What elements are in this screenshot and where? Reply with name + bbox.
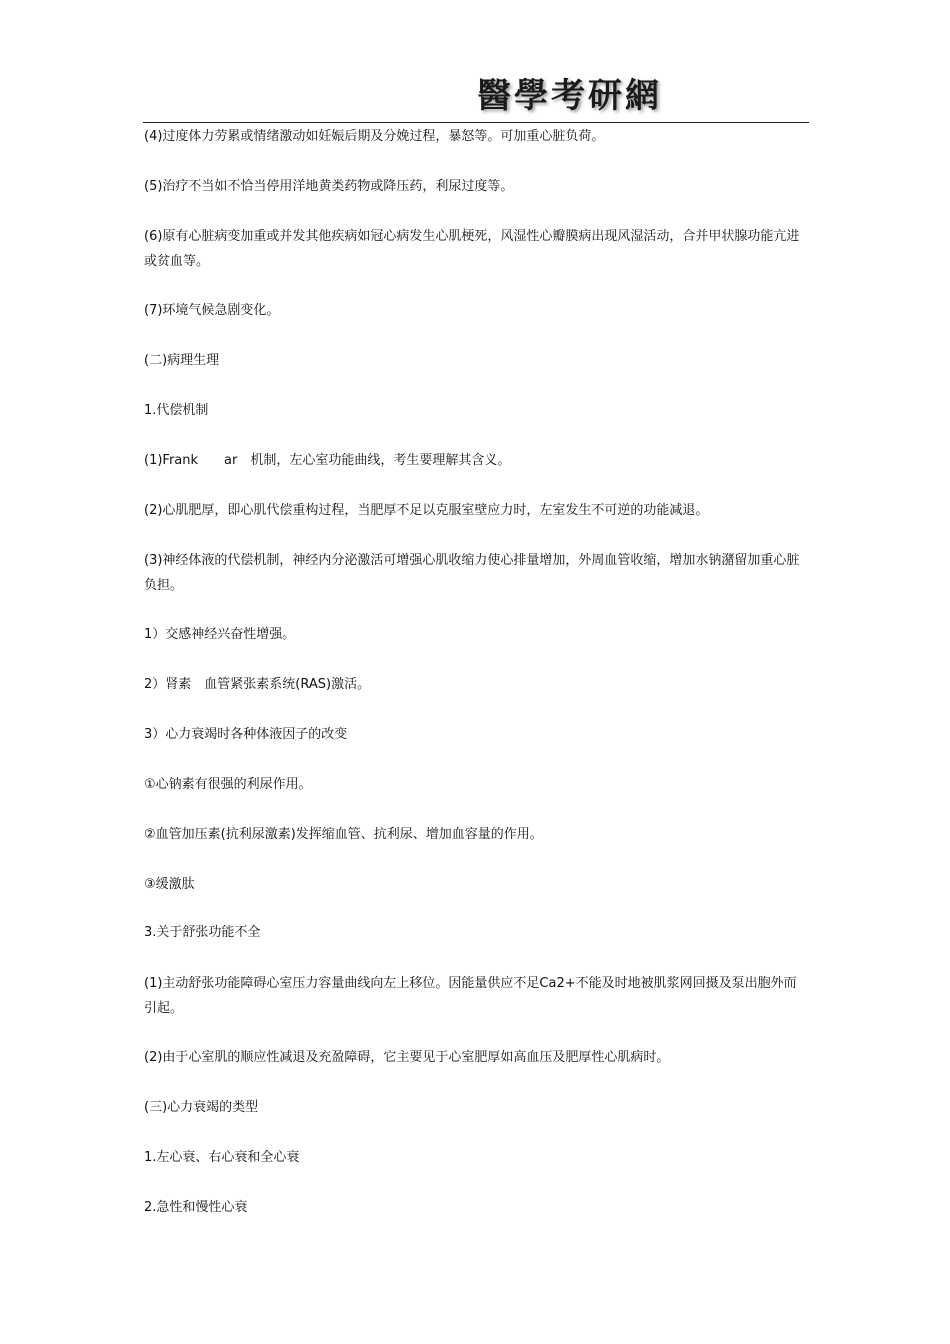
paragraph: ②血管加压素(抗利尿激素)发挥缩血管、抗利尿、增加血容量的作用。 — [144, 827, 543, 842]
paragraph: (2)心肌肥厚，即心肌代偿重构过程，当肥厚不足以克服室壁应力时，左室发生不可逆的功能减退。 — [144, 503, 709, 518]
paragraph: (3)神经体液的代偿机制，神经内分泌激活可增强心肌收缩力使心排量增加，外周血管收缩，增加水钠潴留加重心脏负担。 — [144, 553, 800, 593]
section-heading: (三)心力衰竭的类型 — [144, 1100, 259, 1115]
paragraph: (1)主动舒张功能障碍心室压力容量曲线向左上移位。因能量供应不足Ca2+不能及时地被肌浆网回摄及泵出胞外而引起。 — [144, 976, 797, 1016]
document-body — [144, 124, 808, 1220]
site-logo: 醫學考研網 — [477, 76, 662, 116]
page-header — [143, 60, 809, 123]
subsection-heading: 2.急性和慢性心衰 — [144, 1200, 248, 1215]
subsection-heading: 1.左心衰、右心衰和全心衰 — [144, 1150, 300, 1165]
subsection-heading: 1.代偿机制 — [144, 403, 209, 418]
paragraph: ①心钠素有很强的利尿作用。 — [144, 777, 312, 792]
paragraph: (7)环境气候急剧变化。 — [144, 303, 280, 318]
paragraph: 3）心力衰竭时各种体液因子的改变 — [144, 727, 348, 742]
subsection-heading: 3.关于舒张功能不全 — [144, 925, 261, 940]
paragraph: 1）交感神经兴奋性增强。 — [144, 627, 296, 642]
paragraph: ③缓激肽 — [144, 877, 195, 892]
paragraph: (1)Frank ar 机制，左心室功能曲线，考生要理解其含义。 — [144, 453, 511, 468]
paragraph: (6)原有心脏病变加重或并发其他疾病如冠心病发生心肌梗死，风湿性心瓣膜病出现风湿活动，合并甲状腺功能亢进或贫血等。 — [144, 229, 800, 269]
paragraph: (4)过度体力劳累或情绪激动如妊娠后期及分娩过程，暴怒等。可加重心脏负荷。 — [144, 129, 605, 144]
section-heading: (二)病理生理 — [144, 353, 220, 368]
paragraph: 2）肾素 血管紧张素系统(RAS)激活。 — [144, 677, 371, 692]
paragraph: (2)由于心室肌的顺应性减退及充盈障碍，它主要见于心室肥厚如高血压及肥厚性心肌病时。 — [144, 1050, 670, 1065]
paragraph: (5)治疗不当如不恰当停用洋地黄类药物或降压药，利尿过度等。 — [144, 179, 514, 194]
